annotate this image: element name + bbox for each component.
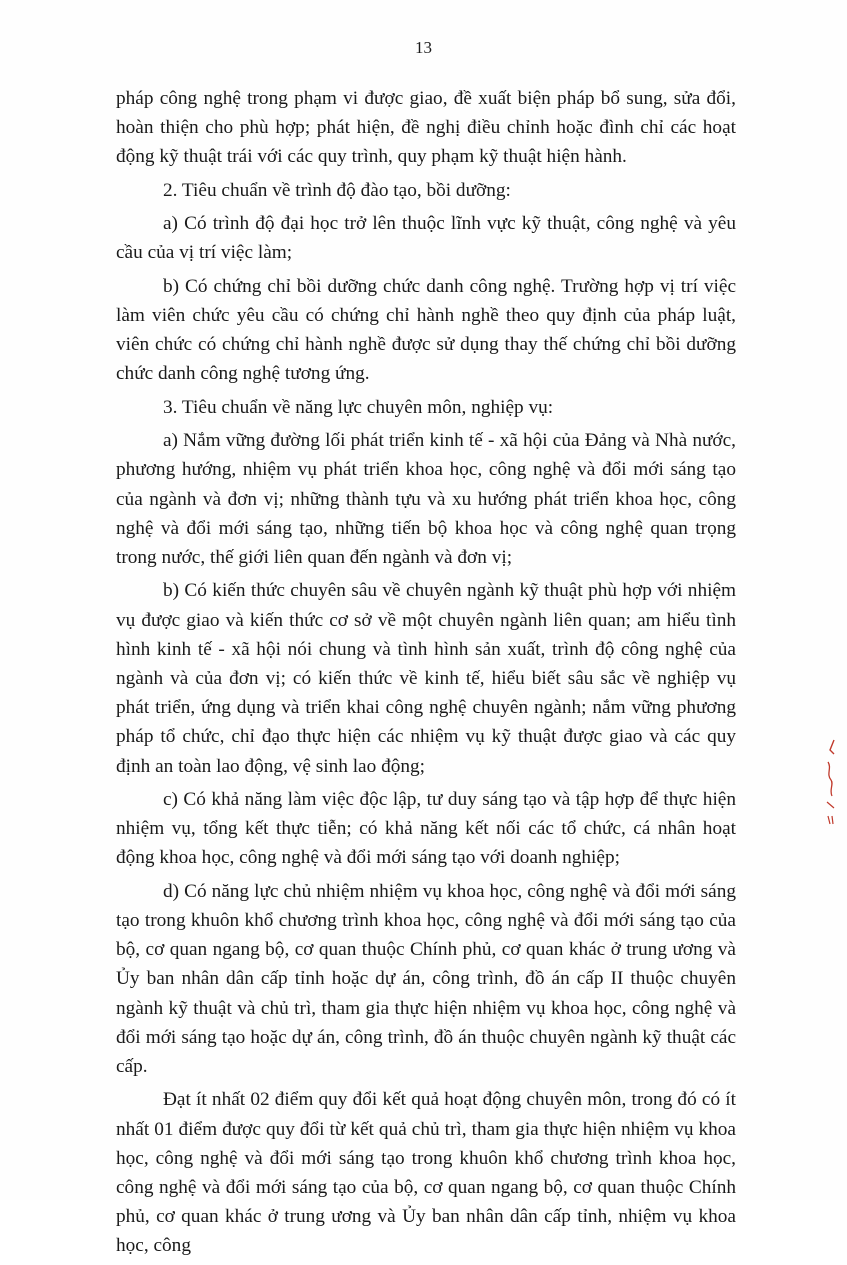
margin-mark-stroke-4 [828, 816, 833, 824]
margin-mark-stroke-3 [827, 802, 834, 808]
paragraph-continuation: pháp công nghệ trong phạm vi được giao, đề xuất biện pháp bổ sung, sửa đổi, hoàn thiện cho phù hợp; phát hiện, đề nghị điều chỉnh hoặc đình chỉ các hoạt động kỹ thuật trái với các quy trình, quy phạm kỹ thuật hiện hành. [116, 88, 736, 168]
margin-mark-stroke-1 [830, 740, 834, 754]
paragraph-item-2b: b) Có chứng chỉ bồi dưỡng chức danh công nghệ. Trường hợp vị trí việc làm viên chức yêu cầu có chứng chỉ hành nghề theo quy định của pháp luật, viên chức có chứng chỉ hành nghề được sử dụng thay thế chứng chỉ bồi dưỡng chức danh công nghệ tương ứng. [116, 275, 736, 385]
page-number: 13 [415, 38, 432, 57]
document-body [116, 84, 736, 1265]
section-heading-professional-capacity: 3. Tiêu chuẩn về năng lực chuyên môn, nghiệp vụ: [163, 396, 554, 418]
section-heading-training-standard: 2. Tiêu chuẩn về trình độ đào tạo, bồi dưỡng: [163, 179, 511, 201]
margin-signature-mark [820, 738, 840, 830]
margin-mark-stroke-2 [828, 762, 832, 796]
paragraph-points-requirement: Đạt ít nhất 02 điểm quy đổi kết quả hoạt động chuyên môn, trong đó có ít nhất 01 điểm được quy đổi từ kết quả chủ trì, tham gia thực hiện nhiệm vụ khoa học, công nghệ và đổi mới sáng tạo trong khuôn khổ chương trình khoa học, công nghệ và đổi mới sáng tạo của bộ, cơ quan ngang bộ, cơ quan thuộc Chính phủ, cơ quan khác ở trung ương và Ủy ban nhân dân cấp tỉnh, nhiệm vụ khoa học, công [116, 1089, 736, 1257]
paragraph-item-3c: c) Có khả năng làm việc độc lập, tư duy sáng tạo và tập hợp để thực hiện nhiệm vụ, tổng kết thực tiễn; có khả năng kết nối các tổ chức, cá nhân hoạt động khoa học, công nghệ và đổi mới sáng tạo với doanh nghiệp; [116, 788, 736, 869]
paragraph-item-3a: a) Nắm vững đường lối phát triển kinh tế - xã hội của Đảng và Nhà nước, phương hướng, nhiệm vụ phát triển khoa học, công nghệ và đổi mới sáng tạo của ngành và đơn vị; những thành tựu và xu hướng phát triển khoa học, công nghệ và đổi mới sáng tạo, những tiến bộ khoa học và công nghệ quan trọng trong nước, thế giới liên quan đến ngành và đơn vị; [116, 430, 736, 568]
paragraph-item-3b: b) Có kiến thức chuyên sâu về chuyên ngành kỹ thuật phù hợp với nhiệm vụ được giao và kiến thức cơ sở về một chuyên ngành liên quan; am hiểu tình hình kinh tế - xã hội nói chung và tình hình sản xuất, trình độ công nghệ của ngành và của đơn vị; có kiến thức về kinh tế, hiểu biết sâu sắc về nghiệp vụ phát triển, ứng dụng và triển khai công nghệ chuyên ngành; nắm vững phương pháp tổ chức, chỉ đạo thực hiện các nhiệm vụ kỹ thuật được giao và các quy định an toàn lao động, vệ sinh lao động; [116, 580, 736, 777]
paragraph-item-3d: d) Có năng lực chủ nhiệm nhiệm vụ khoa học, công nghệ và đổi mới sáng tạo trong khuôn khổ chương trình khoa học, công nghệ và đổi mới sáng tạo của bộ, cơ quan ngang bộ, cơ quan thuộc Chính phủ, cơ quan khác ở trung ương và Ủy ban nhân dân cấp tỉnh hoặc dự án, công trình, đồ án cấp II thuộc chuyên ngành kỹ thuật và chủ trì, tham gia thực hiện nhiệm vụ khoa học, công nghệ và đổi mới sáng tạo hoặc dự án, công trình, đồ án thuộc chuyên ngành kỹ thuật các cấp. [116, 880, 736, 1077]
paragraph-item-2a: a) Có trình độ đại học trở lên thuộc lĩnh vực kỹ thuật, công nghệ và yêu cầu của vị trí việc làm; [116, 213, 736, 264]
